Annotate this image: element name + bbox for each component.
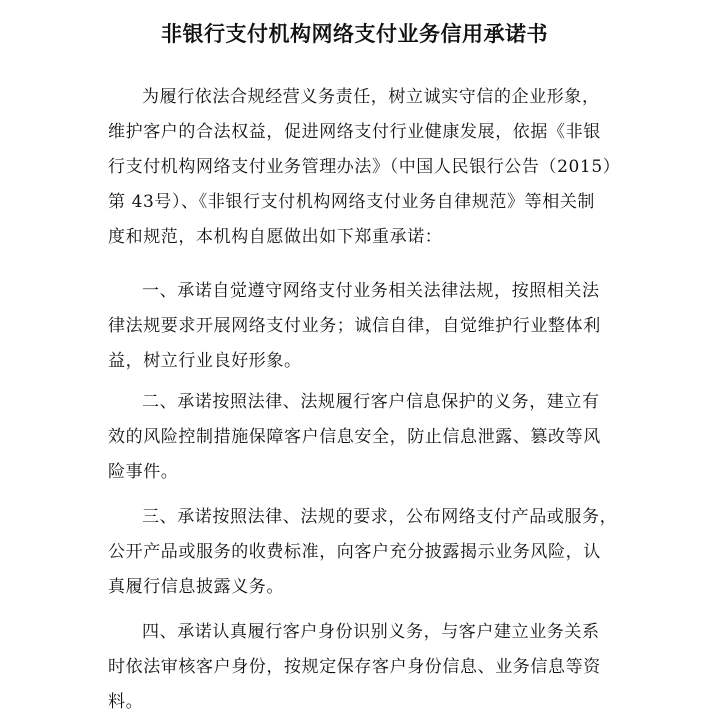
paragraph-line: 真履行信息披露义务。 (108, 577, 284, 597)
paragraph-line: 二、承诺按照法律、法规履行客户信息保护的义务，建立有 (142, 392, 600, 412)
paragraph-line: 料。 (108, 692, 144, 712)
commitment-item-4 (108, 615, 638, 720)
paragraph-line: 行支付机构网络支付业务管理办法》（中国人民银行公告（2015） (108, 157, 621, 177)
commitment-item-2 (108, 385, 638, 490)
paragraph-line: 四、承诺认真履行客户身份识别义务，与客户建立业务关系 (142, 622, 600, 642)
commitment-item-3 (108, 500, 638, 605)
paragraph-line: 一、承诺自觉遵守网络支付业务相关法律法规，按照相关法 (142, 281, 600, 301)
paragraph-line: 效的风险控制措施保障客户信息安全，防止信息泄露、篡改等风 (108, 427, 601, 447)
paragraph-line: 险事件。 (108, 462, 179, 482)
document-title: 非银行支付机构网络支付业务信用承诺书 (161, 22, 548, 46)
paragraph-line: 为履行依法合规经营义务责任，树立诚实守信的企业形象， (142, 87, 600, 107)
paragraph-line: 公开产品或服务的收费标准，向客户充分披露揭示业务风险，认 (108, 542, 601, 562)
intro-paragraph (108, 80, 638, 255)
paragraph-line: 益，树立行业良好形象。 (108, 351, 302, 371)
paragraph-line: 度和规范，本机构自愿做出如下郑重承诺： (108, 227, 443, 247)
paragraph-line: 律法规要求开展网络支付业务；诚信自律，自觉维护行业整体利 (108, 316, 601, 336)
paragraph-line: 三、承诺按照法律、法规的要求，公布网络支付产品或服务， (142, 507, 618, 527)
commitment-item-1 (108, 274, 638, 379)
paragraph-line: 维护客户的合法权益，促进网络支付行业健康发展，依据《非银 (108, 122, 601, 142)
paragraph-line: 时依法审核客户身份，按规定保存客户身份信息、业务信息等资 (108, 657, 601, 677)
paragraph-line: 第 43号）、《非银行支付机构网络支付业务自律规范》等相关制 (108, 192, 596, 212)
